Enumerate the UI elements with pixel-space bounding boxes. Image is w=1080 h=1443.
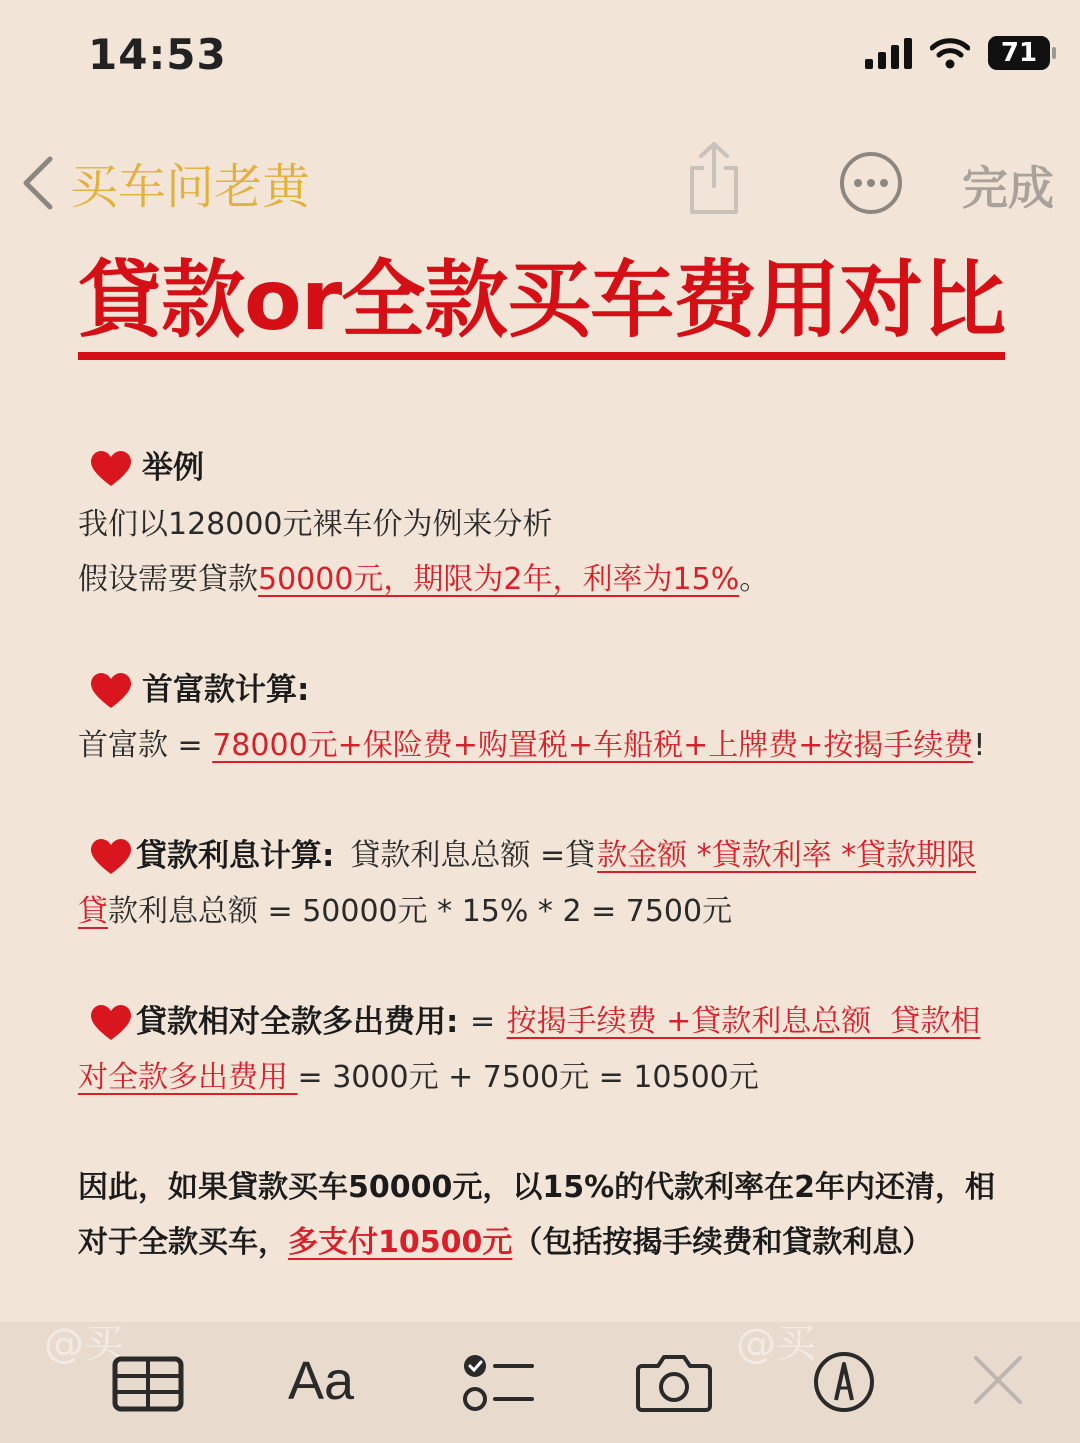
share-button[interactable] (684, 140, 744, 220)
extra-cost-calculation: 对全款多出费用 = 3000元 + 7500元 = 10500元 (78, 1060, 759, 1095)
extra-payment-highlight: 多支付10500元 (288, 1225, 513, 1260)
more-options-button[interactable] (838, 150, 904, 220)
close-button[interactable] (972, 1354, 1024, 1410)
status-time: 14:53 (88, 30, 227, 79)
battery-icon: 71 (988, 36, 1050, 70)
example-line-1: 我们以128000元裸车价为例来分析 (78, 507, 553, 542)
back-title: 买车问老黄 (70, 159, 311, 215)
markup-button[interactable] (812, 1350, 876, 1418)
heart-icon (88, 448, 134, 488)
chevron-left-icon (20, 155, 56, 211)
watermark: @买 (736, 1321, 816, 1367)
ellipsis-circle-icon (838, 150, 904, 216)
section-example-title: 举例 (88, 448, 204, 488)
note-heading: 貸款or全款买车费用对比 (78, 250, 1005, 360)
down-payment-formula: 78000元+保险费+购置税+车船税+上牌费+按揭手续费 (212, 728, 974, 763)
note-body[interactable] (78, 250, 1038, 360)
conclusion-line-1: 因此，如果貸款买车50000元，以15%的代款利率在2年内还清，相 (78, 1170, 996, 1205)
interest-calculation: 貸款利息总额 = 50000元 * 15% * 2 = 7500元 (78, 894, 733, 929)
section-extra-cost-title: 貸款相对全款多出费用: = 按揭手续费 +貸款利息总额 貸款相 (88, 1002, 980, 1042)
back-button[interactable] (20, 148, 310, 217)
watermark: @买 (44, 1321, 124, 1367)
format-button[interactable]: Aa (288, 1351, 355, 1411)
checklist-button[interactable] (462, 1352, 534, 1418)
extra-cost-formula: 按揭手续费 +貸款利息总额 貸款相 (506, 1004, 981, 1039)
cellular-signal-icon (865, 37, 912, 69)
camera-icon (636, 1352, 712, 1412)
checklist-icon (462, 1352, 534, 1414)
close-icon (972, 1354, 1024, 1406)
loan-terms-highlight: 50000元，期限为2年，利率为15% (258, 562, 740, 597)
example-line-2: 假设需要貸款50000元，期限为2年，利率为15%。 (78, 562, 770, 597)
down-payment-line: 首富款 = 78000元+保险费+购置税+车船税+上牌费+按揭手续费! (78, 728, 986, 763)
interest-formula: 款金额 *貸款利率 *貸款期限 (597, 838, 977, 873)
conclusion-line-2: 对于全款买车，多支付10500元（包括按揭手续费和貸款利息） (78, 1225, 933, 1260)
table-button[interactable] (112, 1356, 184, 1416)
table-icon (112, 1356, 184, 1412)
wifi-icon (930, 37, 970, 69)
nav-bar (0, 140, 1080, 230)
share-icon (684, 140, 744, 216)
pen-circle-icon (812, 1350, 876, 1414)
heart-icon (88, 670, 134, 710)
status-icons (865, 36, 1050, 70)
section-down-payment-title: 首富款计算: (88, 670, 309, 710)
done-button[interactable]: 完成 (962, 161, 1054, 215)
camera-button[interactable] (636, 1352, 712, 1416)
heart-icon (88, 1002, 134, 1042)
section-interest-title: 貸款利息计算: 貸款利息总额 =貸 款金额 *貸款利率 *貸款期限 (88, 836, 976, 876)
bottom-toolbar (0, 1322, 1080, 1443)
heart-icon (88, 836, 134, 876)
